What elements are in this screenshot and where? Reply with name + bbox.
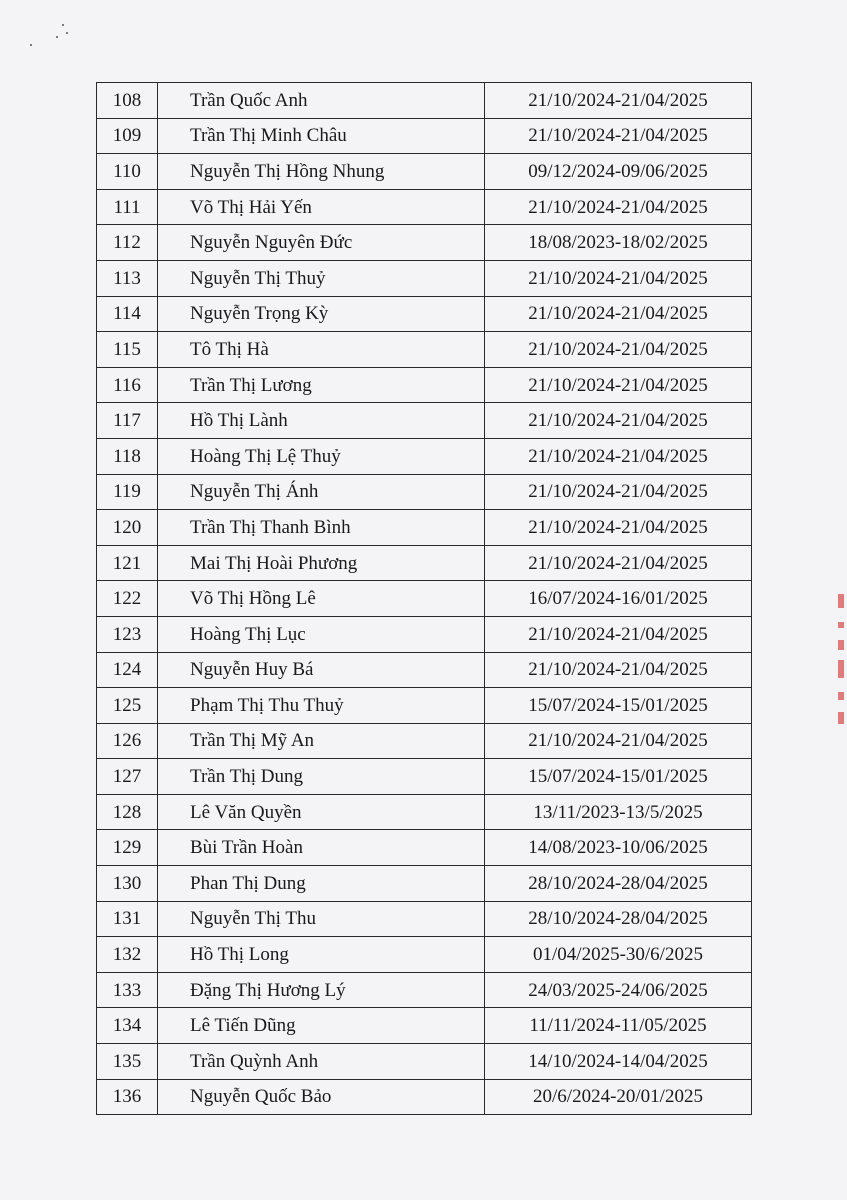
table-row bbox=[97, 474, 752, 510]
table-row bbox=[97, 296, 752, 332]
row-number-cell: 111 bbox=[97, 189, 158, 225]
employee-name-cell: Trần Thị Mỹ An bbox=[158, 723, 485, 759]
table-row bbox=[97, 118, 752, 154]
row-number-cell: 117 bbox=[97, 403, 158, 439]
period-cell: 16/07/2024-16/01/2025 bbox=[485, 581, 752, 617]
table-row bbox=[97, 225, 752, 261]
table-row bbox=[97, 652, 752, 688]
row-number-cell: 133 bbox=[97, 972, 158, 1008]
table-row bbox=[97, 154, 752, 190]
roster-table bbox=[96, 82, 752, 1115]
employee-name-cell: Nguyễn Thị Hồng Nhung bbox=[158, 154, 485, 190]
period-cell: 14/08/2023-10/06/2025 bbox=[485, 830, 752, 866]
period-cell: 21/10/2024-21/04/2025 bbox=[485, 474, 752, 510]
edge-stamp-mark bbox=[836, 594, 846, 734]
employee-name-cell: Trần Thị Lương bbox=[158, 367, 485, 403]
row-number-cell: 129 bbox=[97, 830, 158, 866]
table-row bbox=[97, 581, 752, 617]
row-number-cell: 115 bbox=[97, 332, 158, 368]
table-row bbox=[97, 759, 752, 795]
roster-table-body bbox=[97, 83, 752, 1115]
row-number-cell: 113 bbox=[97, 260, 158, 296]
table-row bbox=[97, 616, 752, 652]
period-cell: 21/10/2024-21/04/2025 bbox=[485, 367, 752, 403]
employee-name-cell: Nguyễn Thị Ánh bbox=[158, 474, 485, 510]
table-row bbox=[97, 830, 752, 866]
employee-name-cell: Hoàng Thị Lệ Thuỷ bbox=[158, 438, 485, 474]
period-cell: 21/10/2024-21/04/2025 bbox=[485, 332, 752, 368]
employee-name-cell: Lê Tiến Dũng bbox=[158, 1008, 485, 1044]
employee-name-cell: Hoàng Thị Lục bbox=[158, 616, 485, 652]
scan-specks bbox=[22, 18, 82, 48]
period-cell: 21/10/2024-21/04/2025 bbox=[485, 723, 752, 759]
period-cell: 21/10/2024-21/04/2025 bbox=[485, 83, 752, 119]
row-number-cell: 118 bbox=[97, 438, 158, 474]
row-number-cell: 128 bbox=[97, 794, 158, 830]
period-cell: 21/10/2024-21/04/2025 bbox=[485, 189, 752, 225]
table-row bbox=[97, 189, 752, 225]
row-number-cell: 136 bbox=[97, 1079, 158, 1115]
period-cell: 13/11/2023-13/5/2025 bbox=[485, 794, 752, 830]
employee-name-cell: Hồ Thị Long bbox=[158, 937, 485, 973]
row-number-cell: 123 bbox=[97, 616, 158, 652]
table-row bbox=[97, 260, 752, 296]
row-number-cell: 124 bbox=[97, 652, 158, 688]
period-cell: 21/10/2024-21/04/2025 bbox=[485, 616, 752, 652]
period-cell: 28/10/2024-28/04/2025 bbox=[485, 866, 752, 902]
period-cell: 09/12/2024-09/06/2025 bbox=[485, 154, 752, 190]
employee-name-cell: Nguyễn Thị Thuỷ bbox=[158, 260, 485, 296]
table-row bbox=[97, 794, 752, 830]
employee-name-cell: Lê Văn Quyền bbox=[158, 794, 485, 830]
period-cell: 21/10/2024-21/04/2025 bbox=[485, 296, 752, 332]
employee-name-cell: Phạm Thị Thu Thuỷ bbox=[158, 688, 485, 724]
row-number-cell: 125 bbox=[97, 688, 158, 724]
employee-name-cell: Trần Quốc Anh bbox=[158, 83, 485, 119]
period-cell: 20/6/2024-20/01/2025 bbox=[485, 1079, 752, 1115]
table-row bbox=[97, 723, 752, 759]
period-cell: 21/10/2024-21/04/2025 bbox=[485, 260, 752, 296]
employee-name-cell: Trần Quỳnh Anh bbox=[158, 1044, 485, 1080]
period-cell: 24/03/2025-24/06/2025 bbox=[485, 972, 752, 1008]
table-row bbox=[97, 1008, 752, 1044]
table-row bbox=[97, 1044, 752, 1080]
table-row bbox=[97, 332, 752, 368]
table-row bbox=[97, 545, 752, 581]
period-cell: 21/10/2024-21/04/2025 bbox=[485, 545, 752, 581]
employee-name-cell: Tô Thị Hà bbox=[158, 332, 485, 368]
row-number-cell: 134 bbox=[97, 1008, 158, 1044]
row-number-cell: 121 bbox=[97, 545, 158, 581]
row-number-cell: 132 bbox=[97, 937, 158, 973]
row-number-cell: 135 bbox=[97, 1044, 158, 1080]
period-cell: 11/11/2024-11/05/2025 bbox=[485, 1008, 752, 1044]
period-cell: 15/07/2024-15/01/2025 bbox=[485, 688, 752, 724]
employee-name-cell: Hồ Thị Lành bbox=[158, 403, 485, 439]
table-row bbox=[97, 367, 752, 403]
table-row bbox=[97, 1079, 752, 1115]
employee-name-cell: Đặng Thị Hương Lý bbox=[158, 972, 485, 1008]
period-cell: 21/10/2024-21/04/2025 bbox=[485, 118, 752, 154]
row-number-cell: 131 bbox=[97, 901, 158, 937]
row-number-cell: 109 bbox=[97, 118, 158, 154]
employee-name-cell: Bùi Trần Hoàn bbox=[158, 830, 485, 866]
table-row bbox=[97, 937, 752, 973]
row-number-cell: 112 bbox=[97, 225, 158, 261]
period-cell: 18/08/2023-18/02/2025 bbox=[485, 225, 752, 261]
table-row bbox=[97, 83, 752, 119]
row-number-cell: 116 bbox=[97, 367, 158, 403]
table-row bbox=[97, 972, 752, 1008]
employee-name-cell: Trần Thị Thanh Bình bbox=[158, 510, 485, 546]
employee-name-cell: Mai Thị Hoài Phương bbox=[158, 545, 485, 581]
table-row bbox=[97, 510, 752, 546]
row-number-cell: 122 bbox=[97, 581, 158, 617]
period-cell: 28/10/2024-28/04/2025 bbox=[485, 901, 752, 937]
row-number-cell: 120 bbox=[97, 510, 158, 546]
table-row bbox=[97, 403, 752, 439]
table-row bbox=[97, 688, 752, 724]
period-cell: 14/10/2024-14/04/2025 bbox=[485, 1044, 752, 1080]
period-cell: 21/10/2024-21/04/2025 bbox=[485, 403, 752, 439]
row-number-cell: 114 bbox=[97, 296, 158, 332]
row-number-cell: 108 bbox=[97, 83, 158, 119]
row-number-cell: 126 bbox=[97, 723, 158, 759]
row-number-cell: 127 bbox=[97, 759, 158, 795]
employee-name-cell: Nguyễn Trọng Kỳ bbox=[158, 296, 485, 332]
employee-name-cell: Nguyễn Huy Bá bbox=[158, 652, 485, 688]
employee-name-cell: Trần Thị Minh Châu bbox=[158, 118, 485, 154]
employee-name-cell: Võ Thị Hồng Lê bbox=[158, 581, 485, 617]
period-cell: 21/10/2024-21/04/2025 bbox=[485, 510, 752, 546]
table-row bbox=[97, 901, 752, 937]
period-cell: 15/07/2024-15/01/2025 bbox=[485, 759, 752, 795]
row-number-cell: 110 bbox=[97, 154, 158, 190]
period-cell: 21/10/2024-21/04/2025 bbox=[485, 652, 752, 688]
table-row bbox=[97, 438, 752, 474]
row-number-cell: 119 bbox=[97, 474, 158, 510]
table-row bbox=[97, 866, 752, 902]
employee-name-cell: Phan Thị Dung bbox=[158, 866, 485, 902]
employee-name-cell: Nguyễn Quốc Bảo bbox=[158, 1079, 485, 1115]
row-number-cell: 130 bbox=[97, 866, 158, 902]
period-cell: 01/04/2025-30/6/2025 bbox=[485, 937, 752, 973]
employee-name-cell: Võ Thị Hải Yến bbox=[158, 189, 485, 225]
employee-name-cell: Trần Thị Dung bbox=[158, 759, 485, 795]
employee-name-cell: Nguyễn Thị Thu bbox=[158, 901, 485, 937]
employee-name-cell: Nguyễn Nguyên Đức bbox=[158, 225, 485, 261]
period-cell: 21/10/2024-21/04/2025 bbox=[485, 438, 752, 474]
